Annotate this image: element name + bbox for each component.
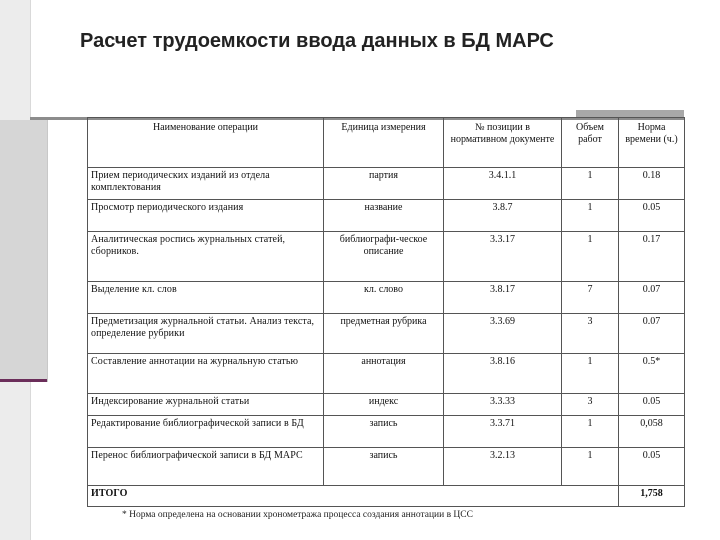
total-row — [88, 486, 685, 507]
cell-unit: кл. слово — [324, 282, 444, 314]
cell-norm: 0.18 — [619, 168, 685, 200]
table-row — [88, 282, 685, 314]
cell-operation: Перенос библиографической записи в БД МАРС — [88, 448, 324, 486]
table-row — [88, 200, 685, 232]
total-label: ИТОГО — [88, 486, 619, 507]
footnote: * Норма определена на основании хронометража процесса создания аннотации в ЦСС — [122, 510, 473, 520]
table-row — [88, 354, 685, 394]
cell-volume: 1 — [562, 448, 619, 486]
cell-unit: индекс — [324, 394, 444, 416]
cell-unit: партия — [324, 168, 444, 200]
cell-volume: 1 — [562, 168, 619, 200]
cell-operation: Прием периодических изданий из отдела комплектования — [88, 168, 324, 200]
cell-volume: 1 — [562, 416, 619, 448]
cell-unit: библиографи-ческое описание — [324, 232, 444, 282]
cell-norm: 0.07 — [619, 282, 685, 314]
cell-volume: 1 — [562, 200, 619, 232]
cell-volume: 7 — [562, 282, 619, 314]
cell-operation: Аналитическая роспись журнальных статей, сборников. — [88, 232, 324, 282]
cell-operation: Выделение кл. слов — [88, 282, 324, 314]
cell-position: 3.3.69 — [444, 314, 562, 354]
cell-operation: Индексирование журнальной статьи — [88, 394, 324, 416]
left-decor-accent — [0, 120, 48, 382]
cell-position: 3.8.7 — [444, 200, 562, 232]
cell-position: 3.2.13 — [444, 448, 562, 486]
cell-unit: запись — [324, 448, 444, 486]
total-value: 1,758 — [619, 486, 685, 507]
cell-volume: 3 — [562, 394, 619, 416]
labor-table — [87, 117, 685, 507]
cell-norm: 0,058 — [619, 416, 685, 448]
header-volume: Объем работ — [562, 118, 619, 168]
cell-position: 3.3.33 — [444, 394, 562, 416]
cell-norm: 0.07 — [619, 314, 685, 354]
table-row — [88, 314, 685, 354]
table-row — [88, 232, 685, 282]
header-position: № позиции в нормативном документе — [444, 118, 562, 168]
cell-norm: 0.05 — [619, 200, 685, 232]
cell-position: 3.4.1.1 — [444, 168, 562, 200]
cell-operation: Просмотр периодического издания — [88, 200, 324, 232]
cell-volume: 1 — [562, 232, 619, 282]
table-row — [88, 448, 685, 486]
cell-position: 3.8.16 — [444, 354, 562, 394]
table-header-row — [88, 118, 685, 168]
header-operation: Наименование операции — [88, 118, 324, 168]
cell-volume: 3 — [562, 314, 619, 354]
cell-position: 3.8.17 — [444, 282, 562, 314]
cell-volume: 1 — [562, 354, 619, 394]
cell-position: 3.3.17 — [444, 232, 562, 282]
cell-norm: 0.05 — [619, 394, 685, 416]
cell-unit: название — [324, 200, 444, 232]
cell-norm: 0.5* — [619, 354, 685, 394]
table-row — [88, 416, 685, 448]
header-norm: Норма времени (ч.) — [619, 118, 685, 168]
cell-operation: Составление аннотации на журнальную статью — [88, 354, 324, 394]
cell-unit: аннотация — [324, 354, 444, 394]
cell-unit: предметная рубрика — [324, 314, 444, 354]
page-title: Расчет трудоемкости ввода данных в БД МАРС — [80, 30, 554, 52]
header-unit: Единица измерения — [324, 118, 444, 168]
cell-operation: Редактирование библиографической записи в БД — [88, 416, 324, 448]
table-row — [88, 168, 685, 200]
left-decor-accent-line — [0, 379, 47, 382]
cell-unit: запись — [324, 416, 444, 448]
cell-norm: 0.17 — [619, 232, 685, 282]
table-row — [88, 394, 685, 416]
cell-norm: 0.05 — [619, 448, 685, 486]
cell-operation: Предметизация журнальной статьи. Анализ текста, определение рубрики — [88, 314, 324, 354]
cell-position: 3.3.71 — [444, 416, 562, 448]
